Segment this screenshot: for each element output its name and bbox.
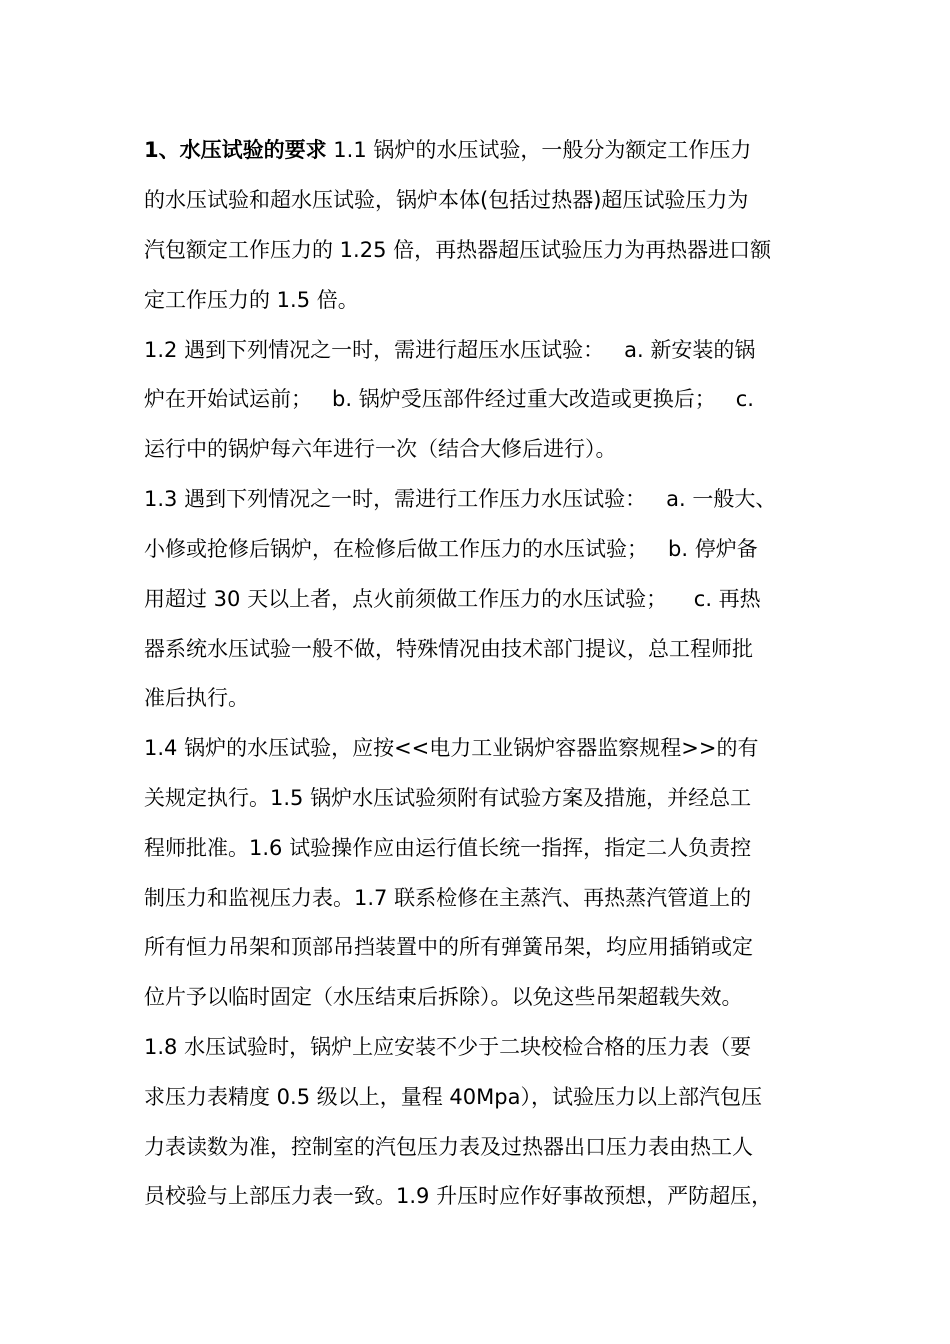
paragraph-line-10: 用超过 30 天以上者，点火前须做工作压力的水压试验； c. 再热	[144, 587, 761, 611]
paragraph-line-13: 1.4 锅炉的水压试验，应按<<电力工业锅炉容器监察规程>>的有	[144, 736, 759, 760]
paragraph-line-16: 制压力和监视压力表。1.7 联系检修在主蒸汽、再热蒸汽管道上的	[144, 886, 752, 910]
paragraph-line-1	[144, 135, 751, 165]
paragraph-line-9: 小修或抢修后锅炉，在检修后做工作压力的水压试验； b. 停炉备	[144, 537, 758, 561]
paragraph-line-6: 炉在开始试运前； b. 锅炉受压部件经过重大改造或更换后； c.	[144, 387, 754, 411]
paragraph-line-14: 关规定执行。1.5 锅炉水压试验须附有试验方案及措施，并经总工	[144, 786, 752, 810]
paragraph-line-2: 的水压试验和超水压试验，锅炉本体(包括过热器)超压试验压力为	[144, 188, 749, 212]
paragraph-line-17: 所有恒力吊架和顶部吊挡装置中的所有弹簧吊架，均应用插销或定	[144, 935, 753, 959]
section-heading: 1、水压试验的要求	[144, 138, 327, 162]
paragraph-line-3: 汽包额定工作压力的 1.25 倍，再热器超压试验压力为再热器进口额	[144, 238, 772, 262]
line-text: 1.1 锅炉的水压试验，一般分为额定工作压力	[326, 138, 752, 162]
paragraph-line-15: 程师批准。1.6 试验操作应由运行值长统一指挥，指定二人负责控	[144, 836, 752, 860]
paragraph-line-18: 位片予以临时固定（水压结束后拆除）。以免这些吊架超载失效。	[144, 985, 743, 1009]
paragraph-line-7: 运行中的锅炉每六年进行一次（结合大修后进行）。	[144, 437, 617, 461]
paragraph-line-20: 求压力表精度 0.5 级以上，量程 40Mpa），试验压力以上部汽包压	[144, 1085, 762, 1109]
paragraph-line-19: 1.8 水压试验时，锅炉上应安装不少于二块校检合格的压力表（要	[144, 1035, 752, 1059]
paragraph-line-8: 1.3 遇到下列情况之一时，需进行工作压力水压试验： a. 一般大、	[144, 487, 777, 511]
paragraph-line-5: 1.2 遇到下列情况之一时，需进行超压水压试验： a. 新安装的锅	[144, 338, 756, 362]
paragraph-line-21: 力表读数为准，控制室的汽包压力表及过热器出口压力表由热工人	[144, 1135, 753, 1159]
paragraph-line-12: 准后执行。	[144, 686, 249, 710]
paragraph-line-22: 员校验与上部压力表一致。1.9 升压时应作好事故预想，严防超压，	[144, 1184, 773, 1208]
paragraph-line-11: 器系统水压试验一般不做，特殊情况由技术部门提议，总工程师批	[144, 637, 753, 661]
paragraph-line-4: 定工作压力的 1.5 倍。	[144, 288, 359, 312]
